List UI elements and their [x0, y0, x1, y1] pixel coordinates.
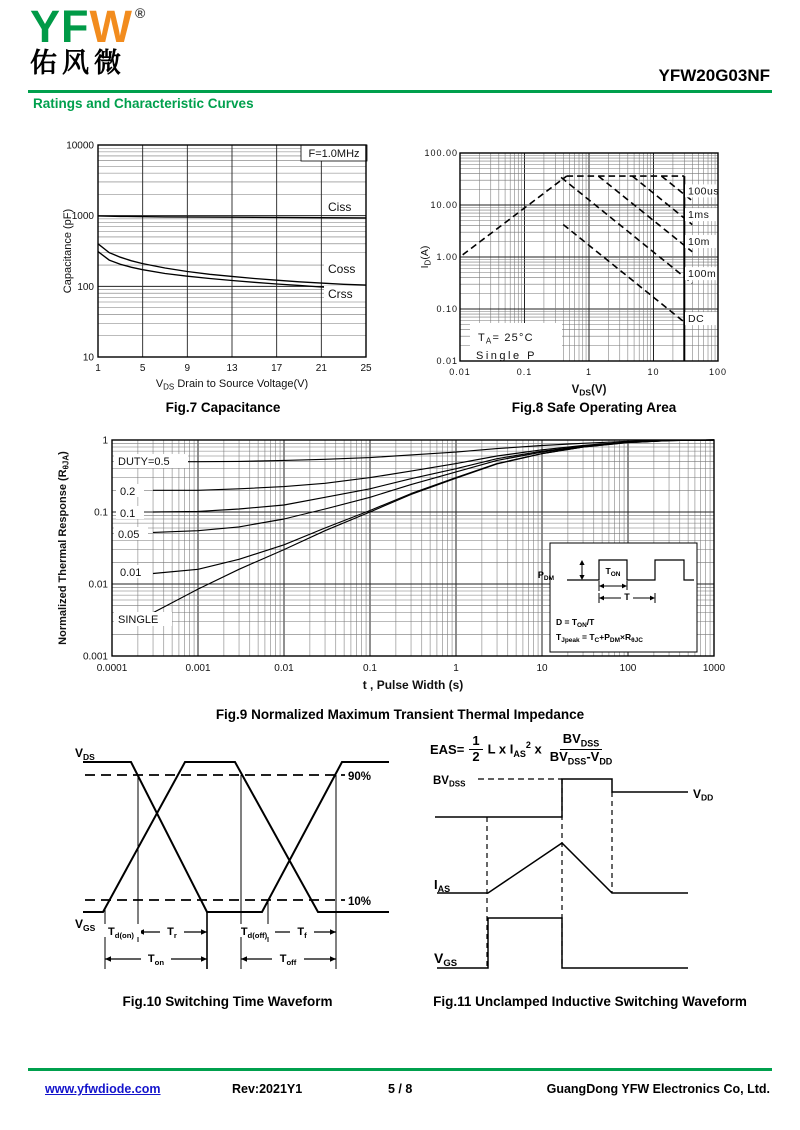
vgs-trace	[83, 762, 389, 912]
svg-text:1.00: 1.00	[436, 252, 458, 262]
pulse-definition-inset	[538, 543, 697, 652]
svg-text:0.10: 0.10	[436, 304, 458, 314]
thermal-impedance-chart	[52, 428, 752, 706]
svg-text:0.2: 0.2	[120, 486, 136, 498]
svg-text:1000: 1000	[71, 211, 94, 223]
svg-text:21: 21	[315, 363, 327, 374]
svg-text:10: 10	[647, 367, 660, 377]
svg-text:100us: 100us	[688, 185, 720, 198]
svg-text:0.1: 0.1	[363, 663, 377, 674]
section-title: Ratings and Characteristic Curves	[33, 96, 254, 111]
svg-text:10: 10	[82, 352, 94, 364]
x-axis-title: t , Pulse Width (s)	[362, 678, 464, 692]
period-label: T	[624, 592, 630, 602]
capacitance-chart	[58, 135, 388, 407]
logo-w: W	[89, 1, 133, 52]
svg-text:10.00: 10.00	[430, 200, 458, 210]
fig7-caption: Fig.7 Capacitance	[165, 400, 281, 415]
eas-middle-term: L x $I_{AS}^2$ x	[487, 739, 542, 759]
svg-text:Td(on): $T_{d(on)}$	[108, 926, 134, 940]
bvdss-label: $BV_{DSS}$	[433, 775, 466, 789]
svg-text:13: 13	[226, 363, 238, 374]
svg-text:1: 1	[453, 663, 459, 674]
svg-text:10m: 10m	[688, 236, 710, 249]
company-logo	[30, 1, 147, 79]
y-axis-title: Capacitance (pF)	[62, 208, 74, 294]
duty-formula: $D = T_{ON}/T$	[556, 617, 595, 629]
fig8-caption: Fig.8 Safe Operating Area	[511, 400, 677, 415]
vgs-label: $V_{GS}$	[434, 950, 458, 969]
svg-text:0.01: 0.01	[436, 356, 458, 366]
svg-text:1: 1	[102, 435, 108, 447]
website-link[interactable]: www.yfwdiode.com	[45, 1082, 161, 1096]
test-condition-label: F=1.0MHz	[308, 148, 360, 160]
svg-text:1: 1	[585, 367, 593, 377]
svg-text:9: 9	[184, 363, 191, 374]
svg-text:100m: 100m	[688, 268, 717, 281]
svg-text:100: 100	[619, 663, 637, 674]
vgs-label: $V_{GS}$	[75, 917, 96, 933]
svg-text:1ms: 1ms	[688, 209, 710, 222]
revision-label: Rev:2021Y1	[232, 1082, 303, 1096]
fig10-caption: Fig.10 Switching Time Waveform	[122, 994, 333, 1009]
x-axis-title: $V_{DS}(V)$	[571, 384, 607, 398]
svg-text:100: 100	[77, 281, 94, 293]
svg-text:DC: DC	[688, 313, 705, 326]
svg-text:0.05: 0.05	[118, 529, 140, 541]
ias-trace	[437, 843, 688, 893]
fig9-caption: Fig.9 Normalized Maximum Transient Thermal Impedance	[215, 707, 585, 722]
y-axis-title: Normalized Thermal Response $(R_{\theta JA})$	[57, 451, 71, 645]
soa-labels-layer	[424, 148, 727, 377]
footer-divider	[28, 1068, 772, 1071]
vds-trace	[83, 762, 389, 912]
logo-wordmark	[30, 1, 147, 52]
y-axis-title: $I_D(A)$	[419, 245, 433, 269]
vdd-label: $V_{DD}$	[693, 787, 714, 803]
svg-text:Tf: $T_f$	[297, 926, 307, 940]
vds-label: $V_{DS}$	[75, 746, 95, 762]
svg-text:0.001: 0.001	[82, 651, 108, 663]
pdm-label: $P_{DM}$	[537, 570, 554, 582]
svg-text:17: 17	[271, 363, 283, 374]
switching-time-diagram	[55, 737, 400, 982]
eas-formula	[430, 732, 615, 767]
fig11-caption: Fig.11 Unclamped Inductive Switching Waveform	[433, 994, 747, 1009]
svg-text:DUTY=0.5: DUTY=0.5	[118, 456, 170, 468]
part-number: YFW20G03NF	[658, 66, 770, 85]
svg-text:0.1: 0.1	[120, 508, 136, 520]
svg-text:Td(off): $T_{d(off)}$	[240, 926, 268, 940]
bvdss-fraction: $\frac{BV_{DSS}}{BV_{DSS}-V_{DD}}$	[549, 731, 613, 767]
svg-text:0.01: 0.01	[88, 579, 108, 591]
svg-text:Tr: $T_r$	[167, 926, 177, 940]
svg-text:0.0001: 0.0001	[96, 663, 128, 674]
svg-text:0.01: 0.01	[449, 367, 471, 377]
svg-text:5: 5	[139, 363, 146, 374]
ambient-temp-label: $T_A= 25^\circ C$	[478, 332, 534, 346]
capacitance-labels-layer	[66, 141, 372, 375]
svg-text:SINGLE: SINGLE	[118, 614, 159, 626]
unclamped-switching-diagram	[420, 772, 780, 984]
ten-percent-label: 10%	[348, 896, 372, 908]
svg-text:Ciss: Ciss	[328, 200, 352, 214]
eas-lhs: EAS=	[430, 741, 465, 757]
svg-text:1: 1	[95, 363, 101, 374]
timing-annotations	[101, 924, 336, 967]
svg-text:25: 25	[360, 363, 372, 374]
logo-yf: YF	[30, 1, 90, 52]
ias-label: $I_{AS}$	[434, 877, 451, 894]
vgs-trace	[437, 918, 688, 968]
svg-text:10: 10	[536, 663, 548, 674]
svg-text:Coss: Coss	[328, 262, 356, 276]
page-number: 5 / 8	[388, 1082, 413, 1096]
svg-text:0.001: 0.001	[185, 663, 211, 674]
svg-text:0.1: 0.1	[516, 367, 533, 377]
one-half-fraction: $\frac{1}{2}$	[469, 734, 482, 765]
ninety-percent-label: 90%	[348, 771, 372, 783]
svg-text:Ton: $T_{on}$	[147, 953, 165, 967]
svg-text:100.00: 100.00	[424, 148, 458, 158]
svg-text:1000: 1000	[702, 663, 726, 674]
svg-text:100: 100	[708, 367, 728, 377]
svg-text:Crss: Crss	[328, 287, 353, 301]
company-name: GuangDong YFW Electronics Co, Ltd.	[546, 1082, 770, 1096]
svg-text:Toff: $T_{off}$	[279, 953, 297, 967]
logo-chinese-name: 佑风微	[30, 48, 126, 78]
header-divider	[28, 90, 772, 93]
safe-operating-area-chart	[418, 135, 770, 407]
x-axis-title: $V_{DS}$ Drain to Source Voltage(V)	[155, 378, 309, 392]
registered-trademark-icon: ®	[135, 5, 147, 21]
svg-text:0.1: 0.1	[94, 507, 108, 519]
ton-label: $T_{ON}$	[605, 566, 621, 578]
tjpeak-formula: $T_{Jpeak} = T_C+P_{DM}\times R_{\theta JC}$	[556, 632, 643, 644]
svg-text:0.01: 0.01	[274, 663, 294, 674]
svg-text:0.01: 0.01	[120, 567, 142, 579]
capacitance-plot-layer	[98, 145, 366, 357]
single-pulse-label: Single P	[476, 350, 537, 362]
svg-text:10000: 10000	[66, 140, 94, 152]
